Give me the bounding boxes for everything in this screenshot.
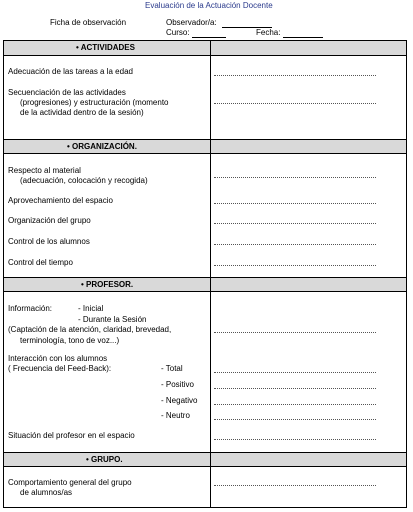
section-title-organizacion: • ORGANIZACIÓN. <box>67 142 137 151</box>
observador-label: Observador/a: <box>166 18 217 27</box>
item-comportamiento-2: de alumnos/as <box>20 488 73 497</box>
item-total: - Total <box>161 364 183 373</box>
item-alumnos: Control de los alumnos <box>8 237 90 246</box>
column-divider <box>210 41 211 507</box>
answer-line[interactable] <box>214 265 376 266</box>
item-neutro: - Neutro <box>161 411 190 420</box>
divider <box>3 55 407 56</box>
answer-line[interactable] <box>214 177 376 178</box>
answer-line[interactable] <box>214 103 376 104</box>
item-adecuacion: Adecuación de las tareas a la edad <box>8 67 133 76</box>
item-inicial: - Inicial <box>78 304 104 313</box>
item-material: Respecto al material <box>8 166 81 175</box>
curso-label: Curso: <box>166 28 190 37</box>
curso-field[interactable] <box>192 37 226 38</box>
section-band-actividades <box>4 41 406 55</box>
answer-line[interactable] <box>214 332 376 333</box>
item-material-2: (adecuación, colocación y recogida) <box>20 176 148 185</box>
item-secuenciacion-2: (progresiones) y estructuración (momento <box>20 98 169 107</box>
answer-line[interactable] <box>214 223 376 224</box>
answer-line[interactable] <box>214 419 376 420</box>
item-grupo: Organización del grupo <box>8 216 91 225</box>
fecha-label: Fecha: <box>256 28 281 37</box>
item-terminologia: terminología, tono de voz...) <box>20 336 120 345</box>
page-title: Evaluación de la Actuación Docente <box>145 1 273 10</box>
divider <box>3 139 407 140</box>
item-durante: - Durante la Sesión <box>78 315 147 324</box>
item-secuenciacion-3: de la actividad dentro de la sesión) <box>20 108 144 117</box>
ficha-label: Ficha de observación <box>50 18 127 27</box>
answer-line[interactable] <box>214 388 376 389</box>
section-title-grupo: • GRUPO. <box>86 455 123 464</box>
item-tiempo: Control del tiempo <box>8 258 73 267</box>
item-comportamiento: Comportamiento general del grupo <box>8 478 132 487</box>
section-title-profesor: • PROFESOR. <box>81 280 134 289</box>
answer-line[interactable] <box>214 203 376 204</box>
divider <box>3 277 407 278</box>
answer-line[interactable] <box>214 404 376 405</box>
divider <box>3 291 407 292</box>
item-frecuencia: ( Frecuencia del Feed-Back): <box>8 364 112 373</box>
answer-line[interactable] <box>214 75 376 76</box>
section-band-organizacion <box>4 140 406 153</box>
section-band-profesor <box>4 278 406 291</box>
answer-line[interactable] <box>214 439 376 440</box>
item-interaccion: Interacción con los alumnos <box>8 354 108 363</box>
divider <box>3 466 407 467</box>
item-informacion: Información: <box>8 304 53 313</box>
answer-line[interactable] <box>214 372 376 373</box>
divider <box>3 153 407 154</box>
item-positivo: - Positivo <box>161 380 194 389</box>
item-secuenciacion: Secuenciación de las actividades <box>8 88 126 97</box>
answer-line[interactable] <box>214 485 376 486</box>
answer-line[interactable] <box>214 244 376 245</box>
item-negativo: - Negativo <box>161 396 198 405</box>
section-band-grupo <box>4 453 406 466</box>
section-title-actividades: • ACTIVIDADES <box>76 43 135 52</box>
item-captacion: (Captación de la atención, claridad, brevedad, <box>8 325 172 334</box>
divider <box>3 452 407 453</box>
fecha-field[interactable] <box>283 37 323 38</box>
item-espacio: Aprovechamiento del espacio <box>8 196 113 205</box>
item-situacion: Situación del profesor en el espacio <box>8 431 135 440</box>
